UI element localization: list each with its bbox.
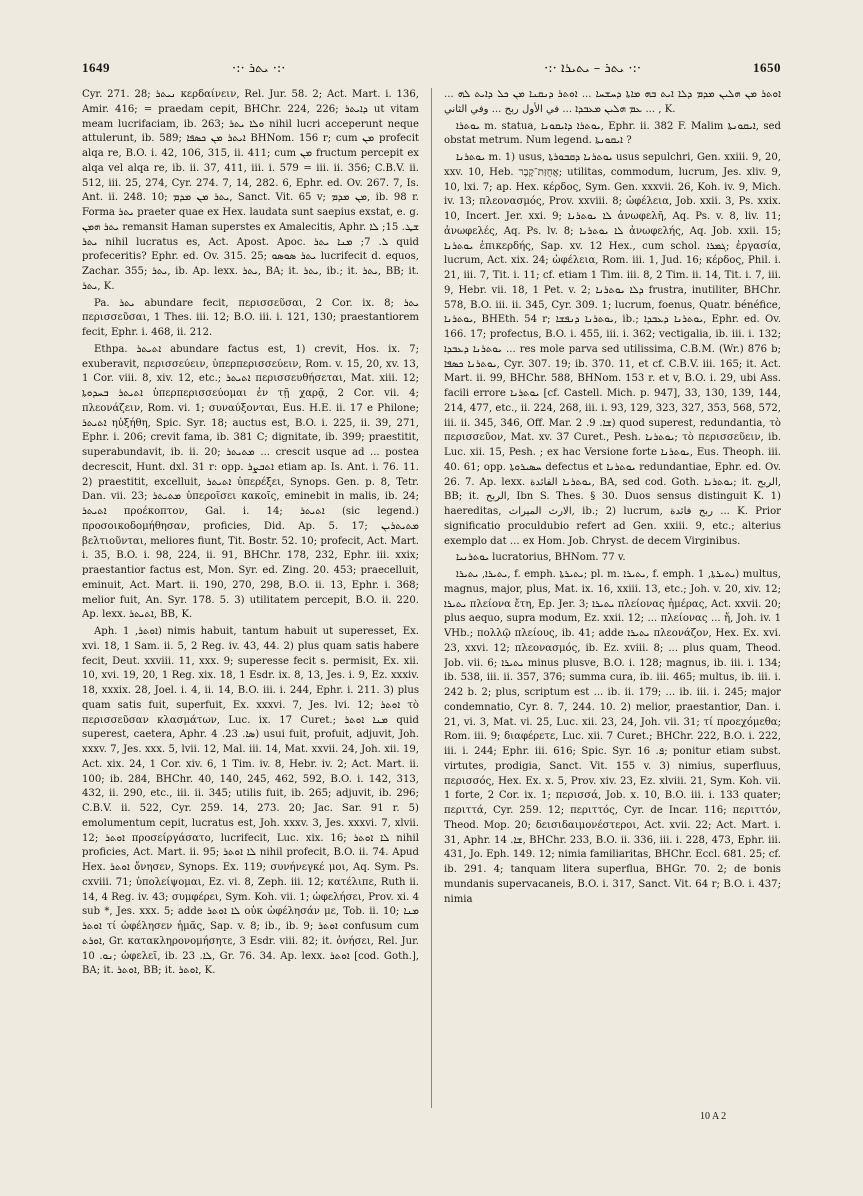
entry-paragraph: Cyr. 271. 28; ܢܝܬܪ κερδαίνειν, Rel. Jur. 58. 2; Act. Mart. i. 136, Amir. 416; = praedam cepit, BHChr. 224, 226; ܕܐܝܬܪ ut vitam meam lucrifaciam, ib. 263; ܘܠܐ ܝܬܪ nihil lucri acceperunt neque attulerunt, ib. 589; ܐܝܬܪ ܡܢ ܟܣܦܐ BHNom. 156 r; cum ܡܢ profecit alqa re, B.O. i. 42, 106, 315, ii. 411; cum ܡܢ fructum percepit ex alqa vel alqa re, ib. ii. 37, 411, iii. i. 579 = iii. ii. 356; C.B.V. ii. 512, iii. 25, 274, Cyr. 274. 7, 14, 282. 6, Ephr. ed. Ov. 267. 7, Is. Ant. ii. 248. 10; ܝܬܪ ܡܢ ܡܕܡ, Sanct. Vit. 65 v; ܡܢ ܡܕܡ, ib. 98 r. Forma ܝܬܪ praeter quae ex Hex. laudata sunt saepius exstat, e. g. ܝܬܪ ܗܡܢ remansit Haman superstes ex Amalecitis, Aphr. ܫܛ. 15; ܠܐ ܝܬܪ nihil lucratus es, Act. Apost. Apoc. ܠ. 7; ܡܢܐ ܝܬܪ quid profeceritis? Ephr. ed. Ov. 315. 25; ܝܬܪ ܣܘܣܘ lucrifecit d. equos, Zachar. 355; ܝܬܪ, ib. Ap. lexx. ܝܬܪ, BA; it. ܝܬܪ, ib.; it. ܝܬܪ, BB; it. ܝܬܪ, K. [82, 89, 419, 292]
entry-paragraph: ܐܘܬܪ ܡܢ ܗܠܝܢ ܡܕܡ ܕܠܐ ܐܝܬ ܒܗ ܡܐܬܐ ܕܚܫܚܐ ... ܐܘܬܪ ܕܢܩܢܐ ܡܢ ܟܠ ܕܐܝܬ ܠܗ ... ܥܡ ܗܠܝܢ ܡܥܒܕܐ ... في الأول ربح ... وفي الثاني ... , K. [444, 89, 781, 115]
column-divider [431, 88, 432, 1108]
left-column [82, 88, 419, 1108]
signature-mark: 10 A 2 [700, 1111, 727, 1122]
entry-paragraph: ܝܘܬܪܢܝܐ lucratorius, BHNom. 77 v. [456, 552, 626, 564]
page-header [82, 60, 781, 82]
page-number-left: 1649 [82, 60, 110, 75]
entry-paragraph: ܝܘܬܪܐ m. statua, ܝܘܬܪܐ ܕܐܝܩܘܢܐ, Ephr. ii. 382 F. Malim ܐܝܩܘܢܬܐ, sed obstat metrum. Num legend. ܐܝܩܘܢܬܐ ? [444, 120, 781, 147]
page-number-right: 1650 [753, 60, 781, 75]
entry-paragraph: ܝܬܝܪܐ, ܝܬܝܪܐ, f. emph. ܝܬܝܪܬܐ; pl. m. ܝܬܝܪܐ, f. emph. ܝܬܝܪܬܐ, 1) multus, magnus, major, plus, Mat. ix. 16, xxiii. 13, etc.; Joh. v. 20, xiv. 12; ܝܬܝܪܐ πλείονα ἔτη, Ep. Jer. 3; ܝܬܝܪܐ πλείονας ἡμέρας, Act. xxvii. 20; plus aequo, supra modum, Ez. xxii. 12; ... πλείονας ... ἤ, Joh. iv. 1 VHb.; πολλῷ πλείους, ib. 41; adde ܝܬܝܪܐ πλεονάζον, Hex. Ex. xvi. 23, xxvi. 12; πλεονασμός, ib. Ez. xviii. 8; ... plus quam, Theod. Job. vii. 6; ܝܬܝܪܐ minus plusve, B.O. i. 128; magnus, ib. iii. i. 134; ib. 538, iii. ii. 357, 376; summa cura, ib. iii. 465; multus, ib. iii. i. 242 b. 2; plus, scriptum est ... ib. ii. 179; ... ib. iii. i. 245; major condemnatio, Cyr. 8. 7, 244. 10. 2) melior, praestantior, Dan. i. 21, vi. 3, Mat. vi. 25, Luc. xii. 23, 24, Joh. vii. 31; τί προεχόμεθα; Rom. iii. 9; διαφέρετε, Luc. xii. 7 Curet.; BHChr. 222, B.O. i. 222, iii. i. 244; Ephr. iii. 616; Spic. Syr. ܦ. 16; ponitur etiam subst. virtutes, prodigia, Sanct. Vit. 155 v. 3) nimius, superfluus, περισσός, Hex. Ex. x. 5, Prov. xiv. 23, Ez. xlviii. 21, Sym. Koh. vii. 1 forte, 2 Cor. ix. 1; περισσά, Job. x. 10, B.O. iii. i. 133 quater; περιττά, Cyr. 259. 12; περιττός, Cyr. de Incar. 116; περιττόν, Theod. Mop. 20; δεισιδαιμονέστεροι, Act. xvii. 22; Act. Mart. i. 31, Aphr. ܫܐ. 14, BHChr. 233, B.O. ii. 336, iii. i. 228, 473, Ephr. iii. 431, Jo. Eph. 149. 12; nimia familiaritas, BHChr. Eccl. 681. 25; cf. ib. 291. 4; tanquam litera superflua, BHGr. 70. 2; de bonis mundanis supervacaneis, B.O. i. 317, Sanct. Vit. 64 r; B.O. i. 437; nimia [444, 569, 781, 905]
column-heading-left: ·:· ܝܬܪ ·:· [232, 61, 286, 76]
entry-paragraph: Pa. ܝܬܪ abundare fecit, περισσεῦσαι, 2 Cor. ix. 8; ܝܬܪ περισσεῦσαι, 1 Thes. iii. 12; B.O. iii. i. 121, 130; praestantiorem fecit, Ephr. i. 468, ii. 212. [82, 297, 419, 338]
entry-paragraph: ܝܘܬܪܢܐ m. 1) usus, ܝܘܬܪܢܐ ܕܩܒܘܪܬܐ usus sepulchri, Gen. xxiii. 9, 20, xxv. 10, Heb. אֲחֻזַּת־קֶבֶר; utilitas, commodum, lucrum, Jes. xliv. 9, 10, lxi. 7; ap. Hex. κέρδος, Sym. Gen. xxxvii. 26, Koh. iv. 9, Mich. iv. 13; πλεονασμός, Prov. xxviii. 8; ὠφέλεια, Job. xxii. 3, Ps. xxix. 10, Incert. Jer. xxi. 9; ܠܐ ܝܘܬܪܢܐ ἀνωφελῆ, Aq. Ps. v. 8, liv. 11; ἀνωφελές, Aq. Ps. lv. 8; ܠܐ ܝܘܬܪܢܐ ἀνωφελής, Aq. Job. xxii. 15; ܝܘܬܪܢܐ ἐπικερδής, Sap. xv. 12 Hex., cum schol. ܓܡܪܐ; ἐργασία, lucrum, Act. xix. 24; ὠφέλεια, Rom. iii. 1, Jud. 16; κέρδος, Phil. i. 21, iii. 7, Tit. i. 11; cf. etiam 1 Tim. iii. 8, 2 Tim. ii. 14, Tit. i. 7, iii. 9, Hebr. vii. 18, 1 Pet. v. 2; ܕܠܐ ܝܘܬܪܢܐ frustra, inutiliter, BHChr. 578, B.O. iii. ii. 345, Cyr. 309. 1; lucrum, foenus, Quatr. bénéfice, ܝܘܬܪܢܐ, BHEth. 54 r; ܝܘܬܪܢܐ ܕܢܦܫܐ, ib.; ܝܘܬܪܢܐ ܕܥܒܕܐ, Ephr. ed. Ov. 166. 17; profectus, B.O. i. 455, iii. i. 362; vectigalia, ib. iii. i. 132; ܝܘܬܪܢܐ ܕܥܒܕܐ ... res mole parva sed utilissima, C.B.M. (Wr.) 876 b; ܝܘܬܪܢܐ ܟܣܦܐ, Cyr. 307. 19; ib. 370. 11, et cf. C.B.V. iii. 165; it. Act. Mart. ii. 99, BHChr. 588, BHNom. 153 r. et v, B.O. i. 29, ubi Ass. facili errore ܝܘܬܪܢܐ [cf. Castell. Mich. p. 947], 33, 130, 139, 144, 214, 477, etc., ii. 224, 268, iii. i. 93, 129, 323, 327, 353, 568, 572, iii. ii. 345, 346, Off. Mar. ܫܐ. 9. 2) quod superest, redundantia, τὸ περισσεῦον, Mat. xv. 37 Curet., Pesh. ܝܘܬܪܢܐ; τὸ περισσεῦειν, ib. Luc. xii. 15, Pesh. ; ex hac Versione forte ܝܘܬܪܢܐ, Eus. Theoph. iii. 40. 61; opp. ܚܣܝܪܘܬܐ defectus et ܝܘܬܪܢܐ redundantiae, Ephr. ed. Ov. 26. 7. Ap. lexx. ܝܘܬܪܢܐ الفائدة, BA, sed cod. Goth. ܝܘܬܪܢܐ; it. الربح, BB; it. الربح, Ibn S. Thes. § 30. Duos sensus distinguit K. 1) haereditas, الارث الميراث, ib.; 2) lucrum, ربح فائدة ... K. Prior significatio proculdubio refert ad Gen. xxiii. 9, etc.; alterius exemplo dat ... ex Hom. Job. Chryst. de decem Virginibus. [444, 152, 781, 547]
column-heading-right: ·:· ܝܬܪ – ܝܬܝܪܐ ·:· [544, 61, 641, 76]
entry-paragraph: Aph. ܐܘܬܪ, 1) nimis habuit, tantum habuit ut superesset, Ex. xvi. 18, 1 Sam. ii. 5, 2 Reg. iv. 43, 44. 2) plus quam satis habere fecit, Deut. xxviii. 11, xxx. 9; superesse fecit s. permisit, Ex. xii. 10, xvi. 19, 20, 1 Reg. xix. 18, 1 Esdr. ix. 8, 13, Jes. i. 9, Ez. xxxiv. 18, xxxix. 28, Joel. i. 4, ii. 14, B.O. iii. i. 244, Ephr. i. 211. 3) plus quam satis fuit, superfuit, Ex. xxxvi. 7, Jes. lvi. 12; ܐܘܬܪ τὸ περισσεῦσαν κλασμάτων, Luc. ix. 17 Curet.; ܡܢܐ ܐܘܬܪ quid superest, caetera, Aphr. ܣܐ. 23. 4) usui fuit, profuit, adjuvit, Joh. xxxv. 7, Jes. xxx. 5, lvii. 12, Mal. iii. 14, Mat. xxvii. 24, Joh. xii. 19, Act. xix. 24, 1 Cor. xiv. 6, 1 Tim. iv. 8, Hebr. iv. 2; Act. Mart. ii. 100; ib. 284, BHChr. 40, 140, 245, 462, 592, B.O. i. 142, 313, 432, ii. 290, etc., iii. ii. 345; utilis fuit, ib. 265; adjuvit, ib. 296; C.B.V. ii. 522, Cyr. 259. 14, 273. 20; Jac. Sar. 91 r. 5) emolumentum cepit, lucratus est, Joh. xxxv. 3, Jes. xxxvi. 7, xlvii. 12; ܐܘܬܪ προσείργάσατο, lucrifecit, Luc. xix. 16; ܠܐ ܐܘܬܪ nihil proficies, Act. Mart. ii. 95; ܠܐ ܐܘܬܪ nihil profecit, B.O. ii. 74. Apud Hex. ܐܘܬܪ ὄνησεν, Synops. Ex. 119; συνήνεγκέ μοι, Aq. Sym. Ps. cxviii. 71; ὑπολείψομαι, Ez. vi. 8, Zeph. iii. 12; κατέλιπε, Ruth ii. 14, 4 Reg. iv. 43; συμφέρει, Sym. Koh. vii. 1; ὠφελήσει, Prov. xi. 4 sub *, Jes. xxx. 5; adde ܠܐ ܐܘܬܪ οὐκ ὠφέλησάν με, Tob. ii. 10; ܡܢܐ ܐܘܬܪ τί ὠφέλησεν ἡμᾶς, Sap. v. 8; ib., ib. 9; ܐܘܬܪ confusum cum ܐܘܪܬ, Gr. κατακληρονομήσητε, 3 Esdr. viii. 82; it. ὀνήσει, Rel. Jur. ܢܘ. 10; ὠφελεῖ, ib. ܠܐ. 23, Gr. 76. 34. Ap. lexx. ܐܘܬܪ [cod. Goth.], BA; it. ܐܘܬܪ, BB; it. ܐܘܬܪ, K. [82, 626, 419, 977]
right-column [444, 88, 781, 1108]
entry-paragraph: Ethpa. ܐܬܝܬܪ abundare factus est, 1) crevit, Hos. ix. 7; exuberavit, περισσεύειν, ὑπερπερισσεύειν, Rom. v. 15, 20, xv. 13, 1 Cor. viii. 8, xiv. 12, etc.; ܐܬܝܬܪ περισσευθήσεται, Mat. xiii. 12; ܐܬܝܬܪ ܒܚܕܘܬܐ ὑπερπερισσεύομαι ἐν τῇ χαρᾷ, 2 Cor. vii. 4; πλεονάζειν, Rom. vi. 1; συναύξονται, Eus. H.E. ii. 17 e Philone; ܐܬܝܬܪ ηὐξήθη, Spic. Syr. 18; auctus est, B.O. i. 225, ii. 39, 271, Ephr. i. 206; crevit fama, ib. 381 C; dignitate, ib. 399; praestitit, superabundavit, ib. ii. 20; ܡܬܝܬܪ ... crescit usque ad ... postea decrescit, Hunt. dxl. 31 r: opp. ܐܬܒܨܪ etiam ap. Is. Ant. i. 76. 11. 2) praestitit, excelluit, ܐܬܝܬܪ ὑπερέξει, Synops. Gen. p. 8, Tetr. Dan. vii. 23; ܡܬܝܬܪ ὑπεροῖσει κακοῖς, eminebit in malis, ib. 24; ܐܬܝܬܪ προέκοπτον, Gal. i. 14; ܐܬܝܬܪ (sic legend.) προσοικοδομήθησαν, proficies, Did. Ap. 5. 17; ܡܬܝܬܪܝܢ βελτιοῦνται, meliores fiunt, Tit. Bostr. 52. 10; profecit, Act. Mart. i. 35, B.O. i. 98, 224, ii. 91, BHChr. 178, 232, Ephr. iii. xxix; praestantior factus est, Mon. Syr. ed. Zing. 20. 453; praecelluit, eminuit, Act. Mart. ii. 190, 270, 298, B.O. ii. 13, Ephr. i. 368; melior fuit, An. Syr. 178. 5. 3) utilitatem percepit, B.O. ii. 220. Ap. lexx. ܐܬܝܬܪ, BB, K. [82, 343, 419, 621]
